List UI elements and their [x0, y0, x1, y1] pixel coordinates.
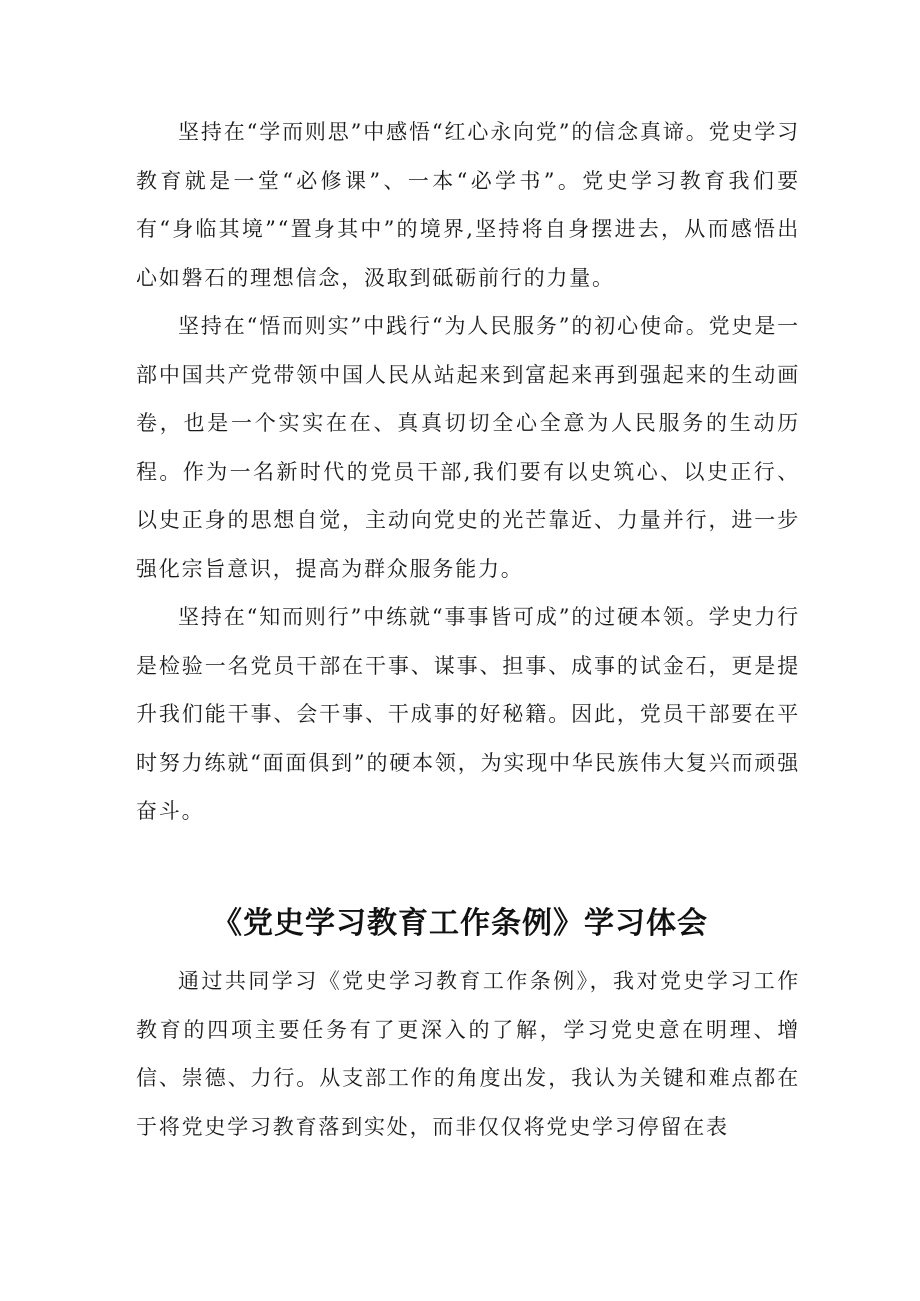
previous-article-body	[136, 108, 800, 836]
article-body	[136, 957, 800, 1151]
paragraph-realize-and-practice: 坚持在“悟而则实”中践行“为人民服务”的初心使命。党史是一部中国共产党带领中国人民从站起来到富起来再到强起来的生动画卷，也是一个实实在在、真真切切全心全意为人民服务的生动历程。作为一名新时代的党员干部,我们要有以史筑心、以史正行、以史正身的思想自觉，主动向党史的光芒靠近、力量并行，进一步强化宗旨意识，提高为群众服务能力。	[136, 314, 800, 581]
paragraph-intro: 通过共同学习《党史学习教育工作条例》，我对党史学习工作教育的四项主要任务有了更深入的了解，学习党史意在明理、增信、崇德、力行。从支部工作的角度出发，我认为关键和难点都在于将党史学习教育落到实处，而非仅仅将党史学习停留在表	[136, 969, 800, 1139]
article-title: 《党史学习教育工作条例》学习体会	[212, 906, 708, 941]
paragraph-know-and-act: 坚持在“知而则行”中练就“事事皆可成”的过硬本领。学史力行是检验一名党员干部在干事、谋事、担事、成事的试金石，更是提升我们能干事、会干事、干成事的好秘籍。因此，党员干部要在平时努力练就“面面俱到”的硬本领，为实现中华民族伟大复兴而顽强奋斗。	[136, 605, 800, 823]
paragraph-learn-and-think: 坚持在“学而则思”中感悟“红心永向党”的信念真谛。党史学习教育就是一堂“必修课”、一本“必学书”。党史学习教育我们要有“身临其境”“置身其中”的境界,坚持将自身摆进去，从而感悟出心如磐石的理想信念，汲取到砥砺前行的力量。	[136, 120, 800, 290]
